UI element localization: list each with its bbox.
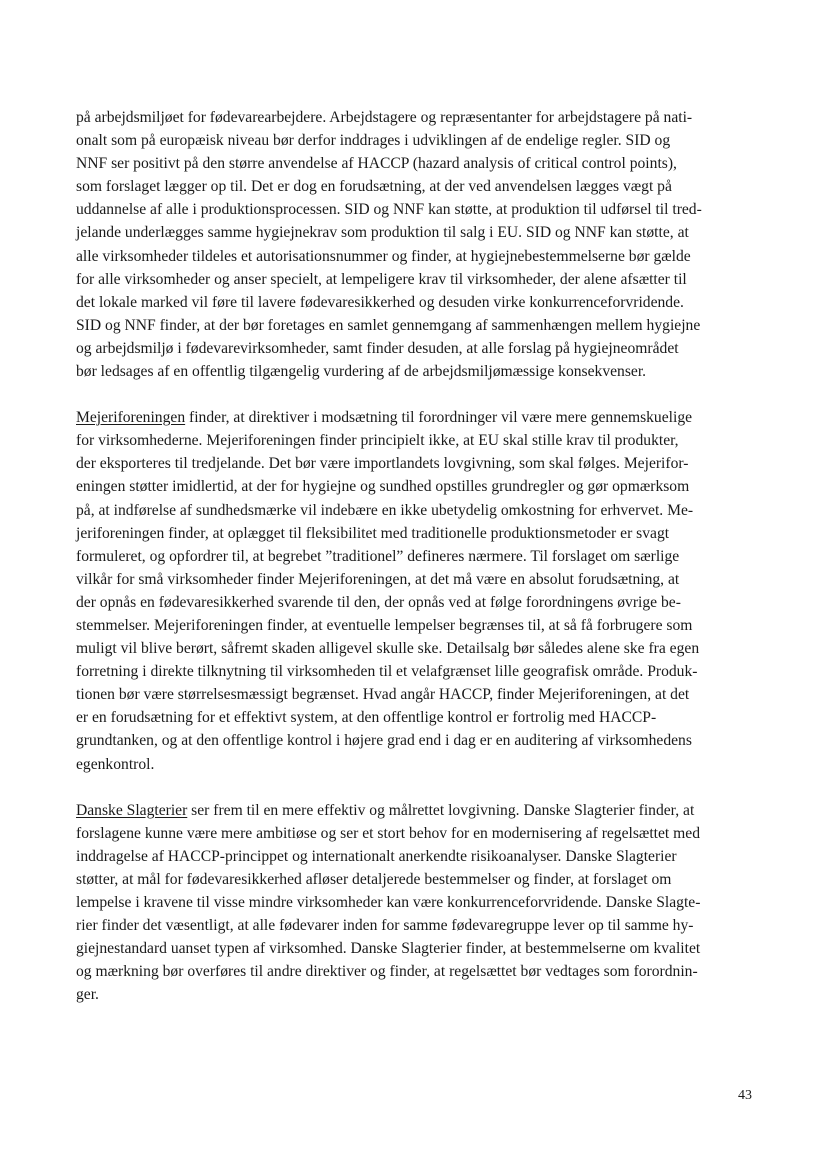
line-text: det lokale marked vil føre til lavere fødevaresikkerhed og desuden virke konkurrenceforvridende. <box>76 293 684 311</box>
text-line <box>76 475 752 498</box>
text-line <box>76 152 752 175</box>
text-line <box>76 637 752 660</box>
text-line <box>76 221 752 244</box>
line-text: formuleret, og opfordrer til, at begrebet ”traditionel” defineres nærmere. Til forslaget om særlige <box>76 547 680 565</box>
line-text: ser frem til en mere effektiv og målrettet lovgivning. Danske Slagterier finder, at <box>187 801 695 819</box>
line-text: muligt vil blive berørt, såfremt skaden alligevel skulle ske. Detailsalg bør således alene ske fra egen <box>76 640 700 658</box>
text-line <box>76 822 752 845</box>
line-text: uddannelse af alle i produktionsprocessen. SID og NNF kan støtte, at produktion til udførsel til tred- <box>76 201 702 219</box>
line-text: der opnås en fødevaresikkerhed svarende til den, der opnås ved at følge forordningens øvrige be- <box>76 593 681 611</box>
line-text: onalt som på europæisk niveau bør derfor inddrages i udviklingen af de endelige regler. SID og <box>76 132 671 150</box>
line-text: lempelse i kravene til visse mindre virksomheder kan være konkurrenceforvridende. Danske Slagte- <box>76 894 701 911</box>
text-line <box>76 175 752 198</box>
line-text: alle virksomheder tildeles et autorisationsnummer og finder, at hygiejnebestemmelserne bør gælde <box>76 247 691 265</box>
line-text: bør ledsages af en offentlig tilgængelig vurdering af de arbejdsmiljømæssige konsekvenser. <box>76 363 647 381</box>
line-text: og arbejdsmiljø i fødevarevirksomheder, samt finder desuden, at alle forslag på hygiejneområdet <box>76 339 679 357</box>
text-line <box>76 452 752 475</box>
line-text: giejnestandard uanset typen af virksomhed. Danske Slagterier finder, at bestemmelserne om kvalitet <box>76 940 701 958</box>
text-line <box>76 937 752 960</box>
line-text: er en forudsætning for et effektivt system, at den offentlige kontrol er fortrolig med HACCP- <box>76 709 657 727</box>
text-line <box>76 360 752 383</box>
line-text: inddragelse af HACCP-princippet og internationalt anerkendte risikoanalyser. Danske Slagterier <box>76 847 677 865</box>
line-text: der eksporteres til tredjelande. Det bør være importlandets lovgivning, som skal følges. Mejerifor- <box>76 455 689 473</box>
text-line <box>76 314 752 337</box>
text-line <box>76 406 752 429</box>
line-text: som forslaget lægger op til. Det er dog en forudsætning, at der ved anvendelsen lægges vægt på <box>76 178 672 196</box>
text-line <box>76 960 752 983</box>
text-line <box>76 845 752 868</box>
paragraph <box>76 406 752 776</box>
text-line <box>76 729 752 752</box>
text-line <box>76 522 752 545</box>
organization-name: Mejeriforeningen <box>76 409 186 427</box>
text-line <box>76 799 752 822</box>
line-text: tionen bør være størrelsesmæssigt begrænset. Hvad angår HACCP, finder Mejeriforeningen, at det <box>76 686 690 704</box>
text-line <box>76 706 752 729</box>
line-text: på, at indførelse af sundhedsmærke vil indebære en ikke ubetydelig omkostning for erhvervet. Me- <box>76 501 694 519</box>
line-text: stemmelser. Mejeriforeningen finder, at eventuelle lempelser begrænses til, at så få forbrugere som <box>76 616 693 634</box>
text-line <box>76 268 752 291</box>
line-text: SID og NNF finder, at der bør foretages en samlet gennemgang af sammenhængen mellem hygiejne <box>76 316 701 334</box>
text-line <box>76 429 752 452</box>
text-line <box>76 245 752 268</box>
line-text: eningen støtter imidlertid, at der for hygiejne og sundhed opstilles grundregler og gør opmærksom <box>76 478 690 496</box>
text-line <box>76 983 752 1006</box>
line-text: og mærkning bør overføres til andre direktiver og finder, at regelsættet bør vedtages som forordnin- <box>76 963 698 981</box>
line-text: grundtanken, og at den offentlige kontrol i højere grad end i dag er en auditering af virksomhedens <box>76 732 692 750</box>
line-text: ger. <box>76 986 99 1004</box>
line-text: NNF ser positivt på den større anvendelse af HACCP (hazard analysis of critical control points), <box>76 155 677 173</box>
paragraph <box>76 799 752 1007</box>
line-text: for alle virksomheder og anser specielt, at lempeligere krav til virksomheder, der alene afsætter til <box>76 270 687 288</box>
text-line <box>76 291 752 314</box>
text-line <box>76 499 752 522</box>
line-text: for virksomhederne. Mejeriforeningen finder principielt ikke, at EU skal stille krav til produkter, <box>76 432 679 450</box>
line-text: jelande underlægges samme hygiejnekrav som produktion til salg i EU. SID og NNF kan støtte, at <box>76 224 689 242</box>
text-line <box>76 660 752 683</box>
line-text: forslagene kunne være mere ambitiøse og ser et stort behov for en modernisering af regelsættet med <box>76 824 700 842</box>
text-line <box>76 683 752 706</box>
line-text: finder, at direktiver i modsætning til forordninger vil være mere gennemskuelige <box>185 409 693 427</box>
text-line <box>76 891 752 914</box>
text-line <box>76 337 752 360</box>
organization-name: Danske Slagterier <box>76 801 188 819</box>
text-line <box>76 129 752 152</box>
text-line <box>76 868 752 891</box>
line-text: egenkontrol. <box>76 755 155 773</box>
paragraph <box>76 106 752 383</box>
line-text: rier finder det væsentligt, at alle fødevarer inden for samme fødevaregruppe lever op til samme hy- <box>76 917 694 935</box>
line-text: jeriforeningen finder, at oplægget til fleksibilitet med traditionelle produktionsmetoder er svagt <box>76 524 670 542</box>
text-line <box>76 545 752 568</box>
text-line <box>76 591 752 614</box>
text-line <box>76 568 752 591</box>
text-line <box>76 614 752 637</box>
body-text <box>76 106 752 1006</box>
text-line <box>76 914 752 937</box>
line-text: forretning i direkte tilknytning til virksomheden til et velafgrænset lille geografisk område. Produk- <box>76 663 698 681</box>
text-line <box>76 106 752 129</box>
page-number: 43 <box>738 1088 752 1103</box>
line-text: vilkår for små virksomheder finder Mejeriforeningen, at det må være en absolut forudsætning, at <box>76 570 680 588</box>
text-line <box>76 198 752 221</box>
line-text: på arbejdsmiljøet for fødevarearbejdere. Arbejdstagere og repræsentanter for arbejdstagere på nati- <box>76 109 693 126</box>
line-text: støtter, at mål for fødevaresikkerhed afløser detaljerede bestemmelser og finder, at forslaget om <box>76 870 672 888</box>
text-line <box>76 753 752 776</box>
